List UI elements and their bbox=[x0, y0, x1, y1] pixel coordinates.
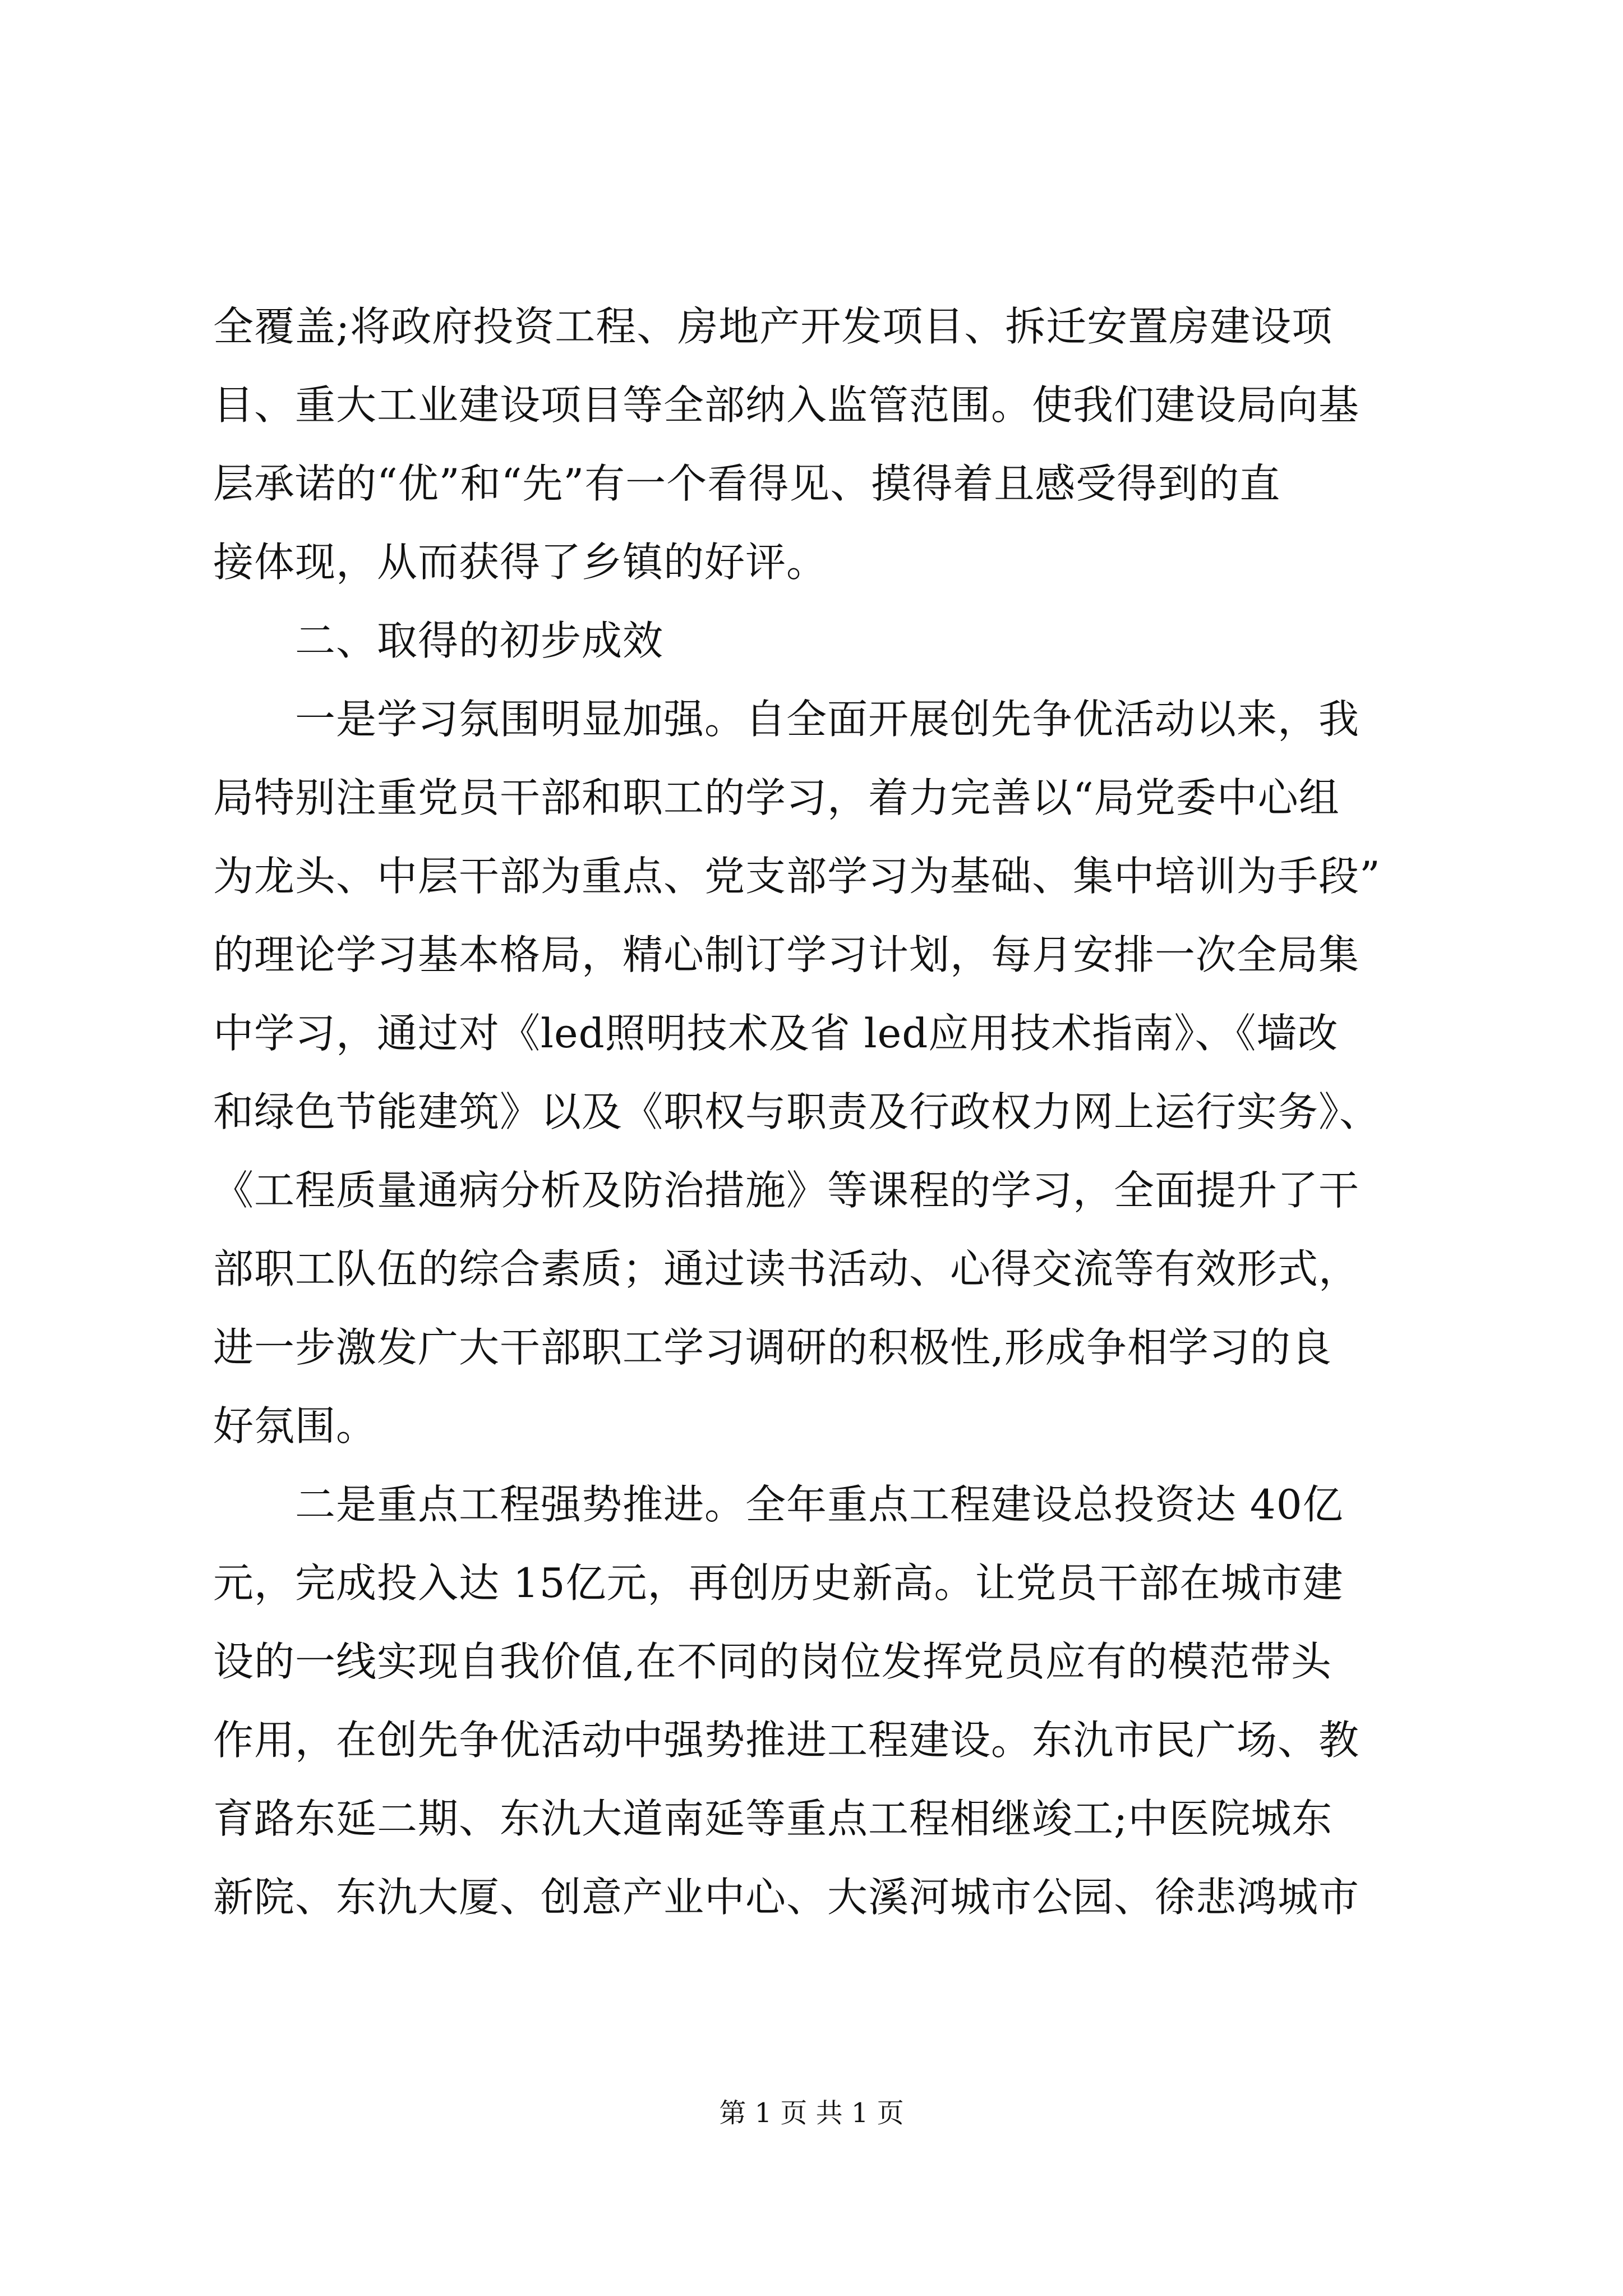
text-line-6: 一是学习氛围明显加强。自全面开展创先争优活动以来，我 bbox=[295, 696, 1360, 743]
text-line-14: 进一步激发广大干部职工学习调研的积极性,形成争相学习的良 bbox=[213, 1324, 1332, 1371]
text-line-16: 二是重点工程强势推进。全年重点工程建设总投资达 40亿 bbox=[295, 1481, 1344, 1528]
text-line-11: 和绿色节能建筑》以及《职权与职责及行政权力网上运行实务》、 bbox=[213, 1088, 1381, 1135]
text-line-7: 局特别注重党员干部和职工的学习，着力完善以“局党委中心组 bbox=[213, 774, 1340, 821]
text-line-12: 《工程质量通病分析及防治措施》等课程的学习，全面提升了干 bbox=[213, 1167, 1360, 1214]
text-line-1: 全覆盖;将政府投资工程、房地产开发项目、拆迁安置房建设项 bbox=[213, 303, 1333, 350]
text-line-2: 目、重大工业建设项目等全部纳入监管范围。使我们建设局向基 bbox=[213, 381, 1360, 429]
section-heading: 二、取得的初步成效 bbox=[295, 617, 664, 664]
text-line-15: 好氛围。 bbox=[213, 1402, 377, 1450]
text-line-21: 新院、东氿大厦、创意产业中心、大溪河城市公园、徐悲鸿城市 bbox=[213, 1874, 1360, 1921]
text-line-17: 元，完成投入达 15亿元，再创历史新高。让党员干部在城市建 bbox=[213, 1559, 1344, 1607]
text-line-3: 层承诺的“优”和“先”有一个看得见、摸得着且感受得到的直 bbox=[213, 460, 1281, 507]
text-line-9: 的理论学习基本格局，精心制订学习计划，每月安排一次全局集 bbox=[213, 931, 1360, 978]
text-line-10: 中学习，通过对《led照明技术及省 led应用技术指南》、《墙改 bbox=[213, 1010, 1339, 1057]
page-footer: 第 1 页 共 1 页 bbox=[719, 2097, 904, 2129]
text-line-20: 育路东延二期、东氿大道南延等重点工程相继竣工;中医院城东 bbox=[213, 1795, 1333, 1842]
text-line-19: 作用，在创先争优活动中强势推进工程建设。东氿市民广场、教 bbox=[213, 1717, 1360, 1764]
text-line-4: 接体现，从而获得了乡镇的好评。 bbox=[213, 539, 828, 586]
text-line-18: 设的一线实现自我价值,在不同的岗位发挥党员应有的模范带头 bbox=[213, 1638, 1332, 1685]
text-line-13: 部职工队伍的综合素质；通过读书活动、心得交流等有效形式， bbox=[213, 1245, 1360, 1292]
text-line-8: 为龙头、中层干部为重点、党支部学习为基础、集中培训为手段” bbox=[213, 853, 1381, 900]
